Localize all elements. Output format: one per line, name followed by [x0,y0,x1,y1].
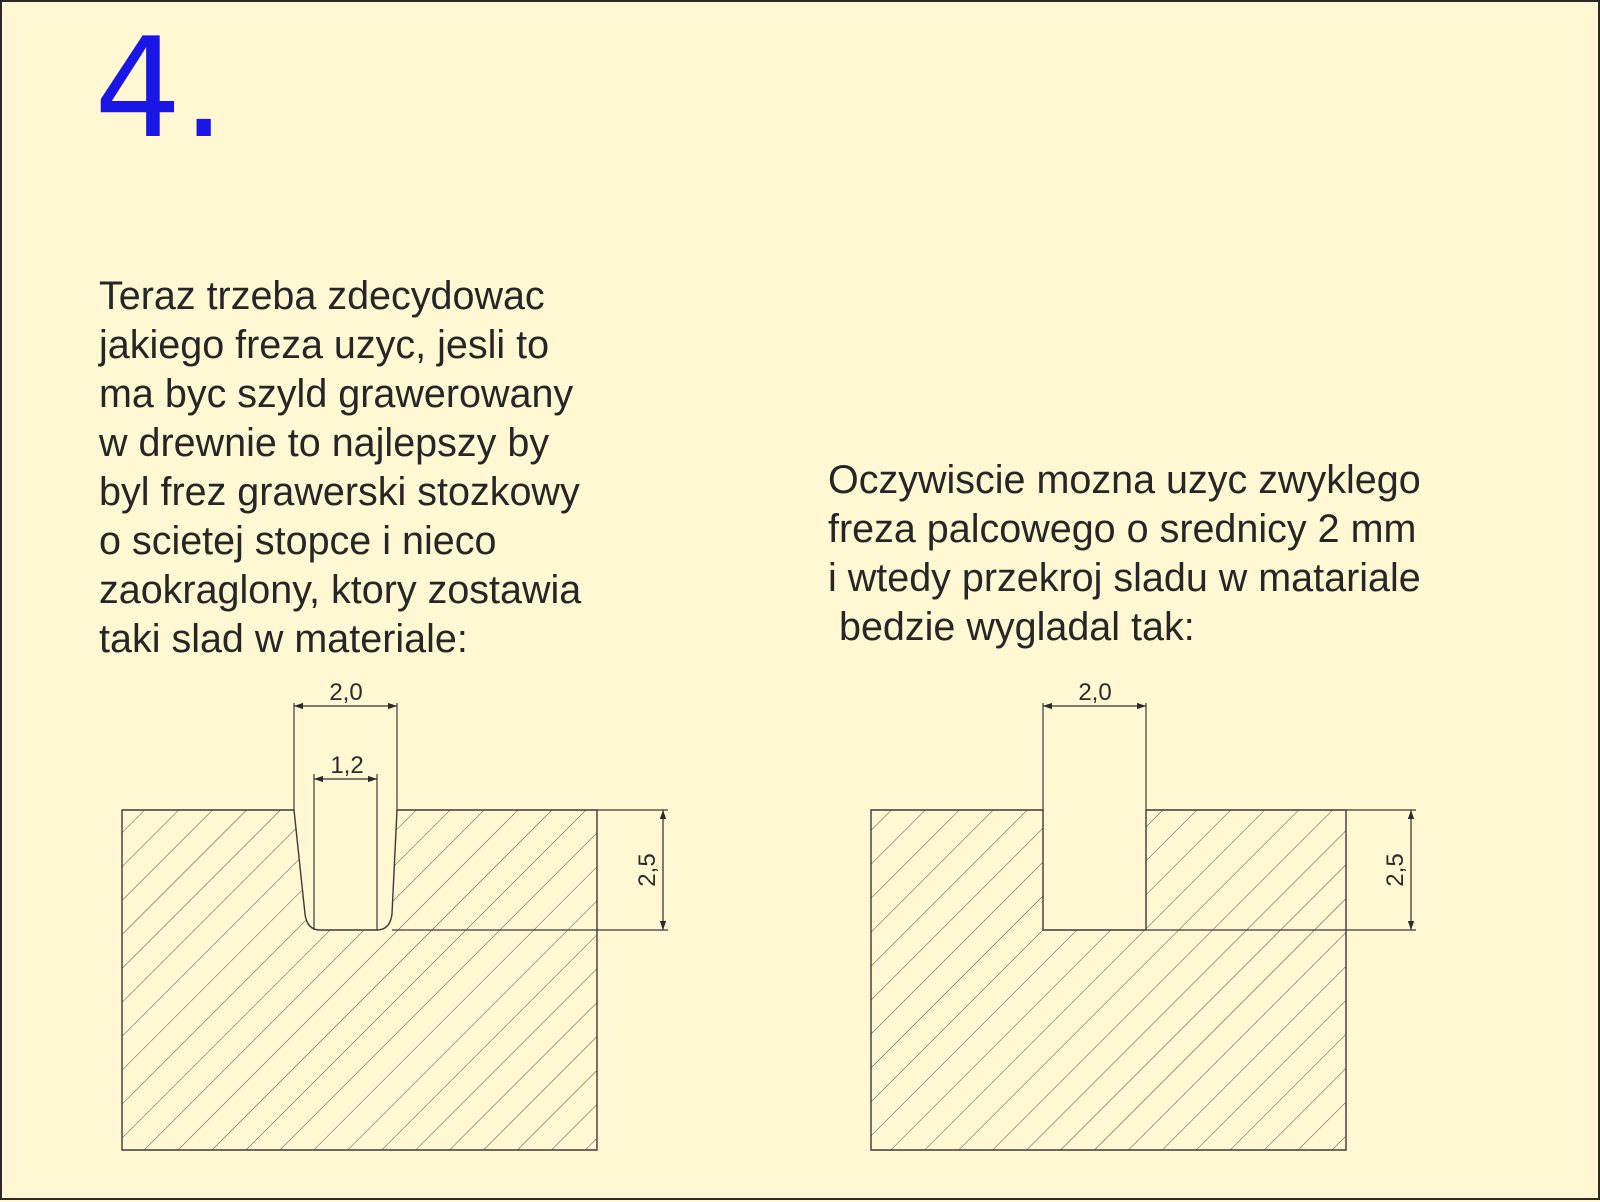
dim-label-depth: 2,5 [634,853,661,887]
engraving-cutter-description: Teraz trzeba zdecydowac jakiego freza uzyc, jesli to ma byc szyld grawerowany w drewnie to najlepszy by byl frez grawerski stozkowy o scietej stopce i nieco zaokraglony, ktory zostawia taki slad w materiale: [99,274,582,661]
step-number: 4. [94,8,226,169]
end-mill-description: Oczywiscie mozna uzyc zwyklego freza palcowego o srednicy 2 mm i wtedy przekroj sladu w matariale bedzie wygladal tak: [828,458,1421,649]
material-block-right [871,810,1346,1150]
cross-section-diagrams [2,2,1600,1202]
dim-label-width: 2,0 [1078,679,1112,706]
tapered-groove-section [122,679,668,1150]
end-mill-groove-section [871,679,1416,1150]
dim-label-depth: 2,5 [1382,853,1409,887]
dim-label-top-width: 2,0 [329,679,363,706]
material-block-left [122,810,597,1150]
dim-label-bottom-width: 1,2 [330,752,364,779]
